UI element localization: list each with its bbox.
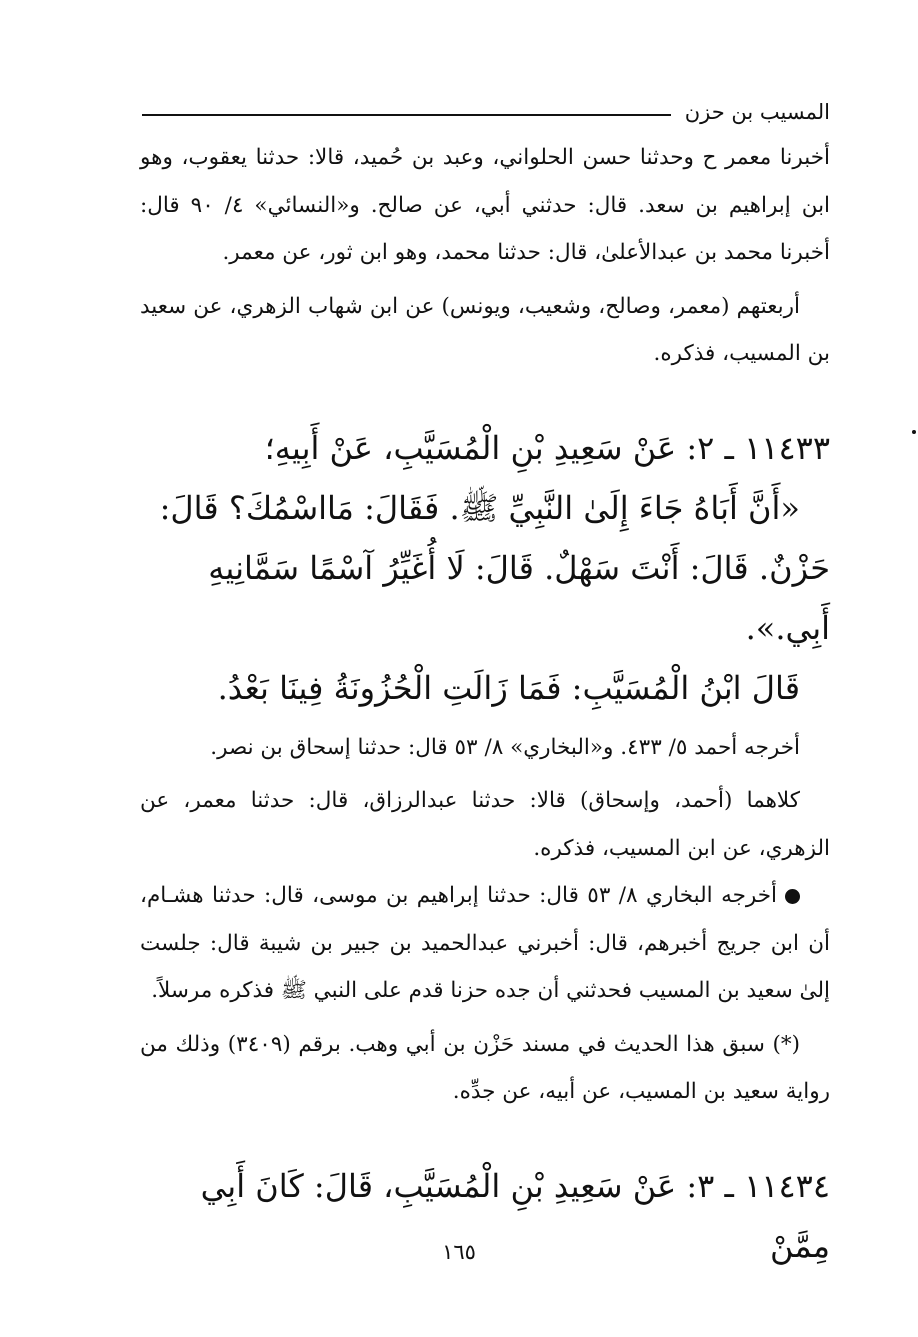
hadith-11433-title: ١١٤٣٣ ـ ٢: عَنْ سَعِيدِ بْنِ الْمُسَيَّبِ، عَنْ أَبِيهِ؛ xyxy=(264,428,830,467)
spacer xyxy=(140,378,830,418)
paragraph-takhrij-3-text: أخرجه البخاري ٨/ ٥٣ قال: حدثنا إبراهيم بن موسى، قال: حدثنا هشـام، أن ابن جريج أخبرهم، قال: أخبرني عبدالحميد بن جبير بن شيبة قال: جلست إلىٰ سعيد بن المسيب فحدثني أن جده حزنا قدم على النبي ﷺ فذكره مرسلاً. xyxy=(140,883,830,1003)
bullet-dot-icon xyxy=(785,889,800,904)
paragraph-takhrij-2: كلاهما (أحمد، وإسحاق) قالا: حدثنا عبدالرزاق، قال: حدثنا معمر، عن الزهري، عن ابن المسيب، فذكره. xyxy=(140,788,830,861)
paragraph-takhrij-3 xyxy=(140,872,830,1015)
page-content xyxy=(140,134,830,1276)
paragraph-note: (*) سبق هذا الحديث في مسند حَزْن بن أبي وهب. برقم (٣٤٠٩) وذلك من رواية سعيد بن المسيب، عن أبيه، عن جدِّه. xyxy=(140,1031,830,1104)
running-header xyxy=(142,92,830,132)
running-header-title: المسيب بن حزن xyxy=(684,100,830,124)
hadith-11433-text: «أَنَّ أَبَاهُ جَاءَ إِلَىٰ النَّبِيِّ ﷺ. فَقَالَ: مَااسْمُكَ؟ قَالَ: حَزْنٌ. قَالَ: أَنْتَ سَهْلٌ. قَالَ: لَا أُغَيِّرُ آسْمًا سَمَّانِيهِ أَبِي.». xyxy=(159,488,830,647)
paragraph-chain-1: أخبرنا معمر ح وحدثنا حسن الحلواني، وعبد بن حُميد، قالا: حدثنا يعقوب، وهو ابن إبراهيم بن سعد. قال: حدثني أبي، عن صالح. و«النسائي» ٤/ ٩٠ قال: أخبرنا محمد بن عبدالأعلىٰ، قال: حدثنا محمد، وهو ابن ثور، عن معمر. xyxy=(140,145,831,265)
hadith-11433-quote: قَالَ ابْنُ الْمُسَيَّبِ: فَمَا زَالَتِ الْحُزُونَةُ فِينَا بَعْدُ. xyxy=(217,668,800,707)
paragraph-chain-2: أربعتهم (معمر، وصالح، وشعيب، ويونس) عن ابن شهاب الزهري، عن سعيد بن المسيب، فذكره. xyxy=(140,293,830,366)
paragraph-takhrij-1: أخرجه أحمد ٥/ ٤٣٣. و«البخاري» ٨/ ٥٣ قال: حدثنا إسحاق بن نصر. xyxy=(210,734,800,760)
header-rule xyxy=(142,114,671,116)
spacer xyxy=(140,1116,830,1156)
margin-mark xyxy=(912,430,916,434)
hadith-11434-title: ١١٤٣٤ ـ ٣: عَنْ سَعِيدِ بْنِ الْمُسَيَّبِ، قَالَ: كَانَ أَبِي مِمَّنْ xyxy=(200,1166,830,1265)
page-number: ١٦٥ xyxy=(442,1240,476,1264)
